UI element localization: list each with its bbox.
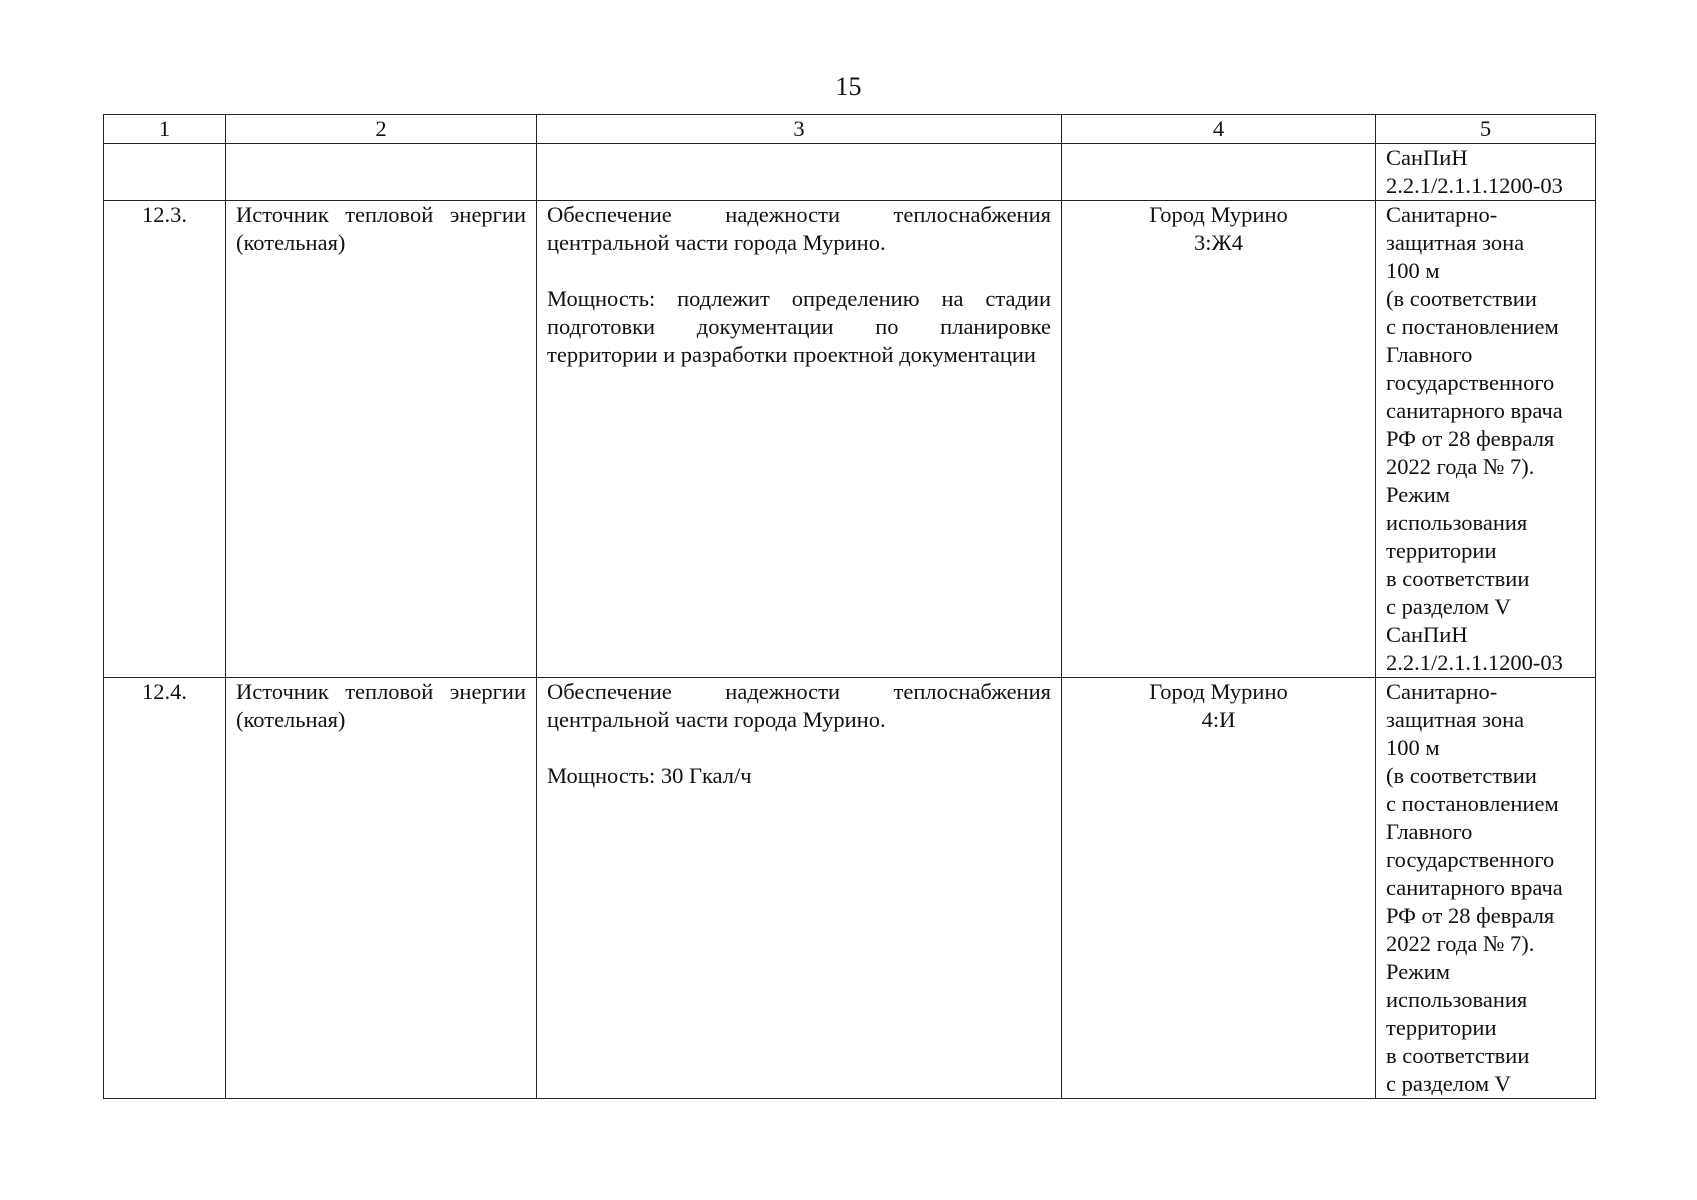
column-number-4: 4 (1062, 115, 1376, 144)
location-text: Город Мурино 4:И (1062, 678, 1376, 1099)
row-number: 12.3. (104, 201, 226, 678)
row-number: 12.4. (104, 678, 226, 1099)
objects-table (103, 114, 1596, 1099)
object-name: Источник тепловой энергии (котельная) (226, 678, 537, 1099)
table-row (104, 201, 1596, 678)
page-number: 15 (835, 72, 862, 101)
column-number-1: 1 (104, 115, 226, 144)
purpose-cell (537, 678, 1062, 1099)
zone-text: Санитарно- защитная зона 100 м (в соответствии с постановлением Главного государственного санитарного врача РФ от 28 февраля 2022 года № 7). Режим использования территории в соответствии с разделом V (1376, 678, 1596, 1099)
table-row-continuation (104, 144, 1596, 201)
purpose-text: Обеспечение надежности теплоснабжения центральной части города Мурино. (547, 202, 1051, 255)
column-number-5: 5 (1376, 115, 1596, 144)
column-number-row (104, 115, 1596, 144)
paragraph-gap (547, 734, 1051, 762)
column-number-2: 2 (226, 115, 537, 144)
table-row (104, 678, 1596, 1099)
continuation-cell-1 (104, 144, 226, 201)
power-text: Мощность: подлежит определению на стадии подготовки документации по планировке территории и разработки проектной документации (547, 286, 1051, 367)
continuation-cell-4 (1062, 144, 1376, 201)
object-name: Источник тепловой энергии (котельная) (226, 201, 537, 678)
continuation-zone-text: СанПиН 2.2.1/2.1.1.1200-03 (1376, 144, 1596, 201)
zone-text: Санитарно- защитная зона 100 м (в соответствии с постановлением Главного государственного санитарного врача РФ от 28 февраля 2022 года № 7). Режим использования территории в соответствии с разделом V СанПиН 2.2.1/2.1.1.1200-03 (1376, 201, 1596, 678)
paragraph-gap (547, 257, 1051, 285)
continuation-cell-3 (537, 144, 1062, 201)
column-number-3: 3 (537, 115, 1062, 144)
purpose-text: Обеспечение надежности теплоснабжения центральной части города Мурино. (547, 679, 1051, 732)
purpose-cell (537, 201, 1062, 678)
power-text: Мощность: 30 Гкал/ч (547, 763, 752, 788)
continuation-cell-2 (226, 144, 537, 201)
location-text: Город Мурино 3:Ж4 (1062, 201, 1376, 678)
